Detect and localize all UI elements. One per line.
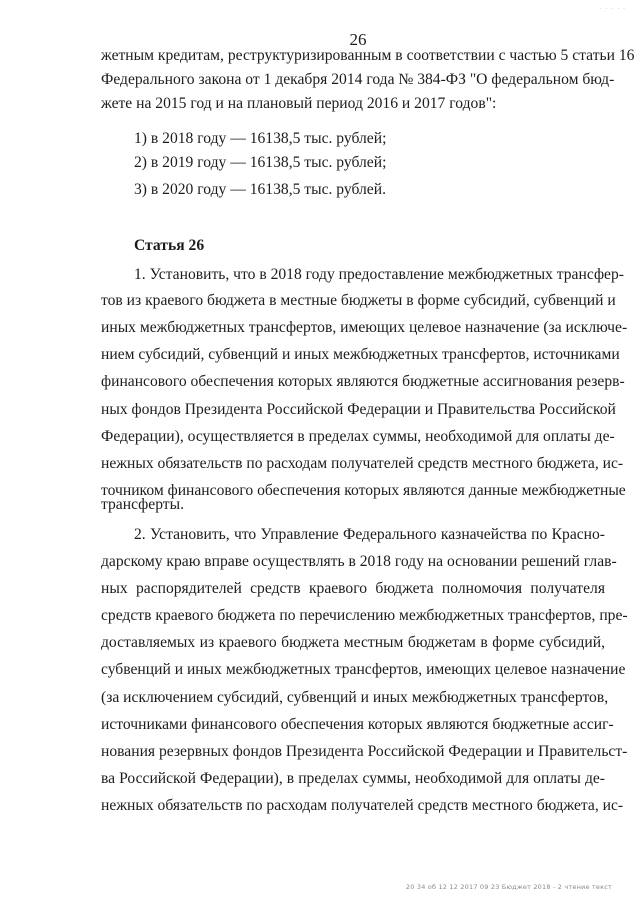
text-line: тов из краевого бюджета в местные бюджеты в форме субсидий, субвенций и [101, 292, 616, 309]
text-line: финансового обеспечения которых являются бюджетные ассигнования резерв- [101, 373, 625, 390]
text-line: Федерального закона от 1 декабря 2014 года № 384-ФЗ "О федеральном бюд- [101, 71, 615, 88]
text-line: дарскому краю вправе осуществлять в 2018 году на основании решений глав- [101, 553, 617, 570]
text-line: ных распорядителей средств краевого бюджета полномочия получателя [101, 580, 605, 597]
text-line: точником финансового обеспечения которых являются данные межбюджетные [101, 482, 626, 499]
footer-file-stamp: 20 34 об 12 12 2017 09 23 Бюджет 2018 - 2 чтение текст [405, 883, 612, 891]
text-line: трансферты. [101, 496, 184, 513]
text-line: жетным кредитам, реструктуризированным в соответствии с частью 5 статьи 16 [101, 47, 635, 64]
text-line: нием субсидий, субвенций и иных межбюджетных трансфертов, источниками [101, 346, 620, 363]
list-item: 3) в 2020 году — 16138,5 тыс. рублей. [134, 181, 386, 198]
text-line: нования резервных фондов Президента Российской Федерации и Правительст- [101, 743, 628, 760]
article-heading: Статья 26 [134, 237, 205, 254]
text-line: источниками финансового обеспечения которых являются бюджетные ассиг- [101, 716, 614, 733]
text-line: Федерации), осуществляется в пределах суммы, необходимой для оплаты де- [101, 428, 615, 445]
scan-mark: · · · · · [599, 6, 626, 13]
list-item: 1) в 2018 году — 16138,5 тыс. рублей; [134, 130, 387, 147]
text-line: ных фондов Президента Российской Федерации и Правительства Российской [101, 401, 616, 418]
text-line: доставляемых из краевого бюджета местным бюджетам в форме субсидий, [101, 634, 605, 651]
text-line: субвенций и иных межбюджетных трансфертов, имеющих целевое назначение [101, 661, 626, 678]
text-line: жете на 2015 год и на плановый период 2016 и 2017 годов": [101, 95, 497, 112]
text-line: ва Российской Федерации), в пределах суммы, необходимой для оплаты де- [101, 770, 605, 787]
page-number: 26 [349, 30, 367, 49]
text-line: 2. Установить, что Управление Федерального казначейства по Красно- [134, 526, 605, 543]
list-item: 2) в 2019 году — 16138,5 тыс. рублей; [134, 154, 387, 171]
text-line: средств краевого бюджета по перечислению межбюджетных трансфертов, пре- [101, 607, 628, 624]
text-line: нежных обязательств по расходам получателей средств местного бюджета, ис- [101, 455, 624, 472]
text-line: 1. Установить, что в 2018 году предоставление межбюджетных трансфер- [134, 266, 624, 283]
text-line: нежных обязательств по расходам получателей средств местного бюджета, ис- [101, 797, 624, 814]
text-line: (за исключением субсидий, субвенций и иных межбюджетных трансфертов, [101, 689, 609, 706]
text-line: иных межбюджетных трансфертов, имеющих целевое назначение (за исключе- [101, 319, 628, 336]
